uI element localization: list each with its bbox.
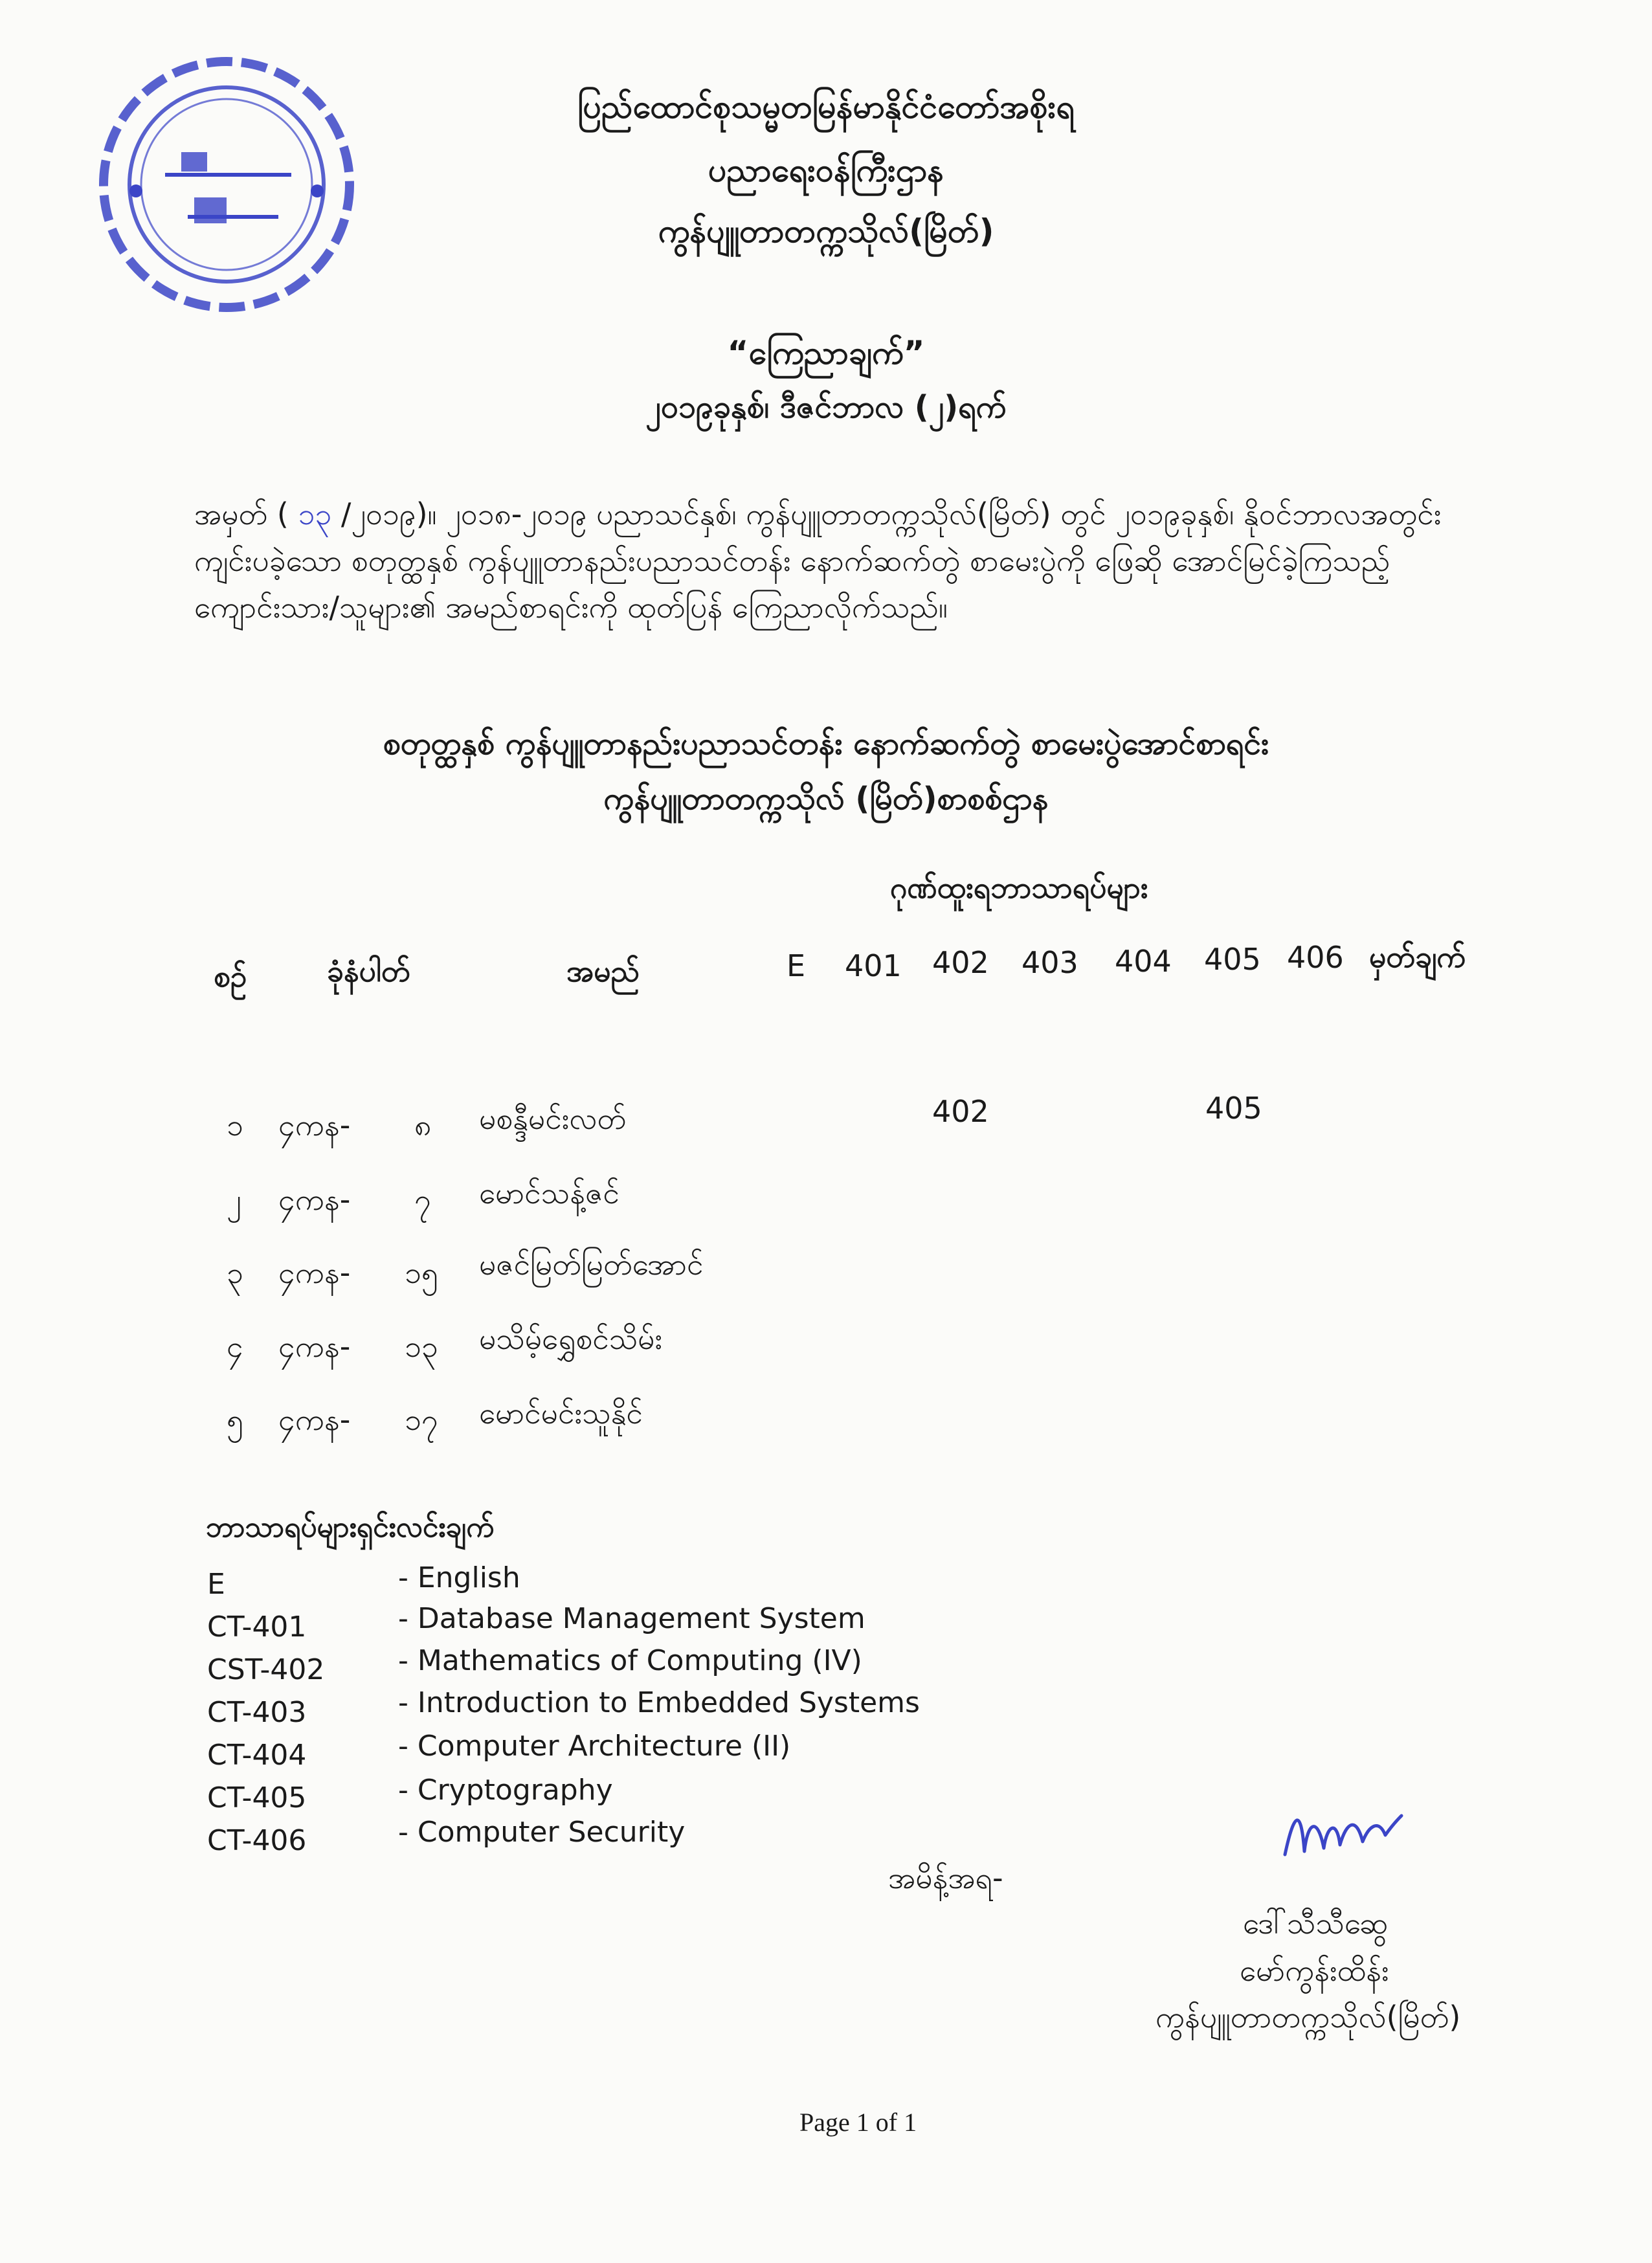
row1-distinction-405: 405 <box>1205 1091 1262 1126</box>
row1-no: ၁ <box>227 1108 243 1143</box>
result-title-line1: စတုတ္ထနှစ် ကွန်ပျူတာနည်းပညာသင်တန်း နောက်ဆက်တွဲ စာမေးပွဲအောင်စာရင်း <box>383 726 1269 762</box>
col-header-403: 403 <box>1021 945 1078 980</box>
col-header-e: E <box>787 948 806 983</box>
order-label: အမိန့်အရ- <box>888 1860 1003 1895</box>
reference-number-handwritten: ၁၃ <box>298 496 332 531</box>
row4-no: ၄ <box>227 1329 243 1364</box>
result-title-line2: ကွန်ပျူတာတက္ကသိုလ် (မြိတ်)စာစစ်ဌာန <box>603 781 1049 817</box>
row5-roll-number: ၁၇ <box>405 1402 438 1437</box>
legend-code-403: CT-403 <box>207 1696 307 1729</box>
handwritten-signature <box>1278 1796 1408 1867</box>
legend-desc-402: - Mathematics of Computing (IV) <box>398 1644 862 1677</box>
distinction-group-header: ဂုဏ်ထူးရဘာသာရပ်များ <box>890 870 1148 905</box>
legend-code-405: CT-405 <box>207 1781 307 1814</box>
header-ministry: ပညာရေးဝန်ကြီးဌာန <box>708 151 944 189</box>
col-header-roll: ခုံနံပါတ် <box>327 953 410 988</box>
row3-no: ၃ <box>227 1255 243 1290</box>
row3-name: မဇင်မြတ်မြတ်အောင် <box>479 1247 704 1282</box>
col-header-405: 405 <box>1204 942 1261 977</box>
paragraph-text: ၂၀၁၈-၂၀၁၉ ပညာသင်နှစ်၊ ကွန်ပျူတာတက္ကသိုလ်(မြိတ်) တွင် ၂၀၁၉ခုနှစ်၊ နိုဝင်ဘာလအတွင်း ကျင်းပခဲ့သော စတုတ္ထနှစ် ကွန်ပျူတာနည်းပညာသင်တန်း နောက်ဆက်တွဲ စာမေးပွဲကို ဖြေဆို အောင်မြင်ခဲ့ကြသည့် ကျောင်းသား/သူများ၏ အမည်စာရင်းကို ထုတ်ပြန် ကြေညာလိုက်သည်။ <box>194 496 1442 625</box>
announcement-title: “ကြေညာချက်” <box>727 334 925 372</box>
announcement-date: ၂၀၁၉ခုနှစ်၊ ဒီဇင်ဘာလ (၂)ရက် <box>645 389 1007 425</box>
legend-desc-403: - Introduction to Embedded Systems <box>398 1686 920 1719</box>
legend-desc-405: - Cryptography <box>398 1774 613 1807</box>
row2-roll-number: ၇ <box>414 1182 431 1217</box>
legend-code-402: CST-402 <box>207 1653 325 1686</box>
col-header-name: အမည် <box>566 953 640 988</box>
legend-code-404: CT-404 <box>207 1739 307 1772</box>
row1-distinction-402: 402 <box>932 1094 989 1129</box>
row2-roll-prefix: ၄ကန- <box>278 1182 351 1217</box>
page-number: Page 1 of 1 <box>799 2108 917 2137</box>
row5-no: ၅ <box>227 1402 243 1437</box>
row5-name: မောင်မင်းသူနိုင် <box>479 1396 643 1431</box>
legend-code-406: CT-406 <box>207 1824 307 1857</box>
reference-suffix: /၂၀၁၉)။ <box>340 496 437 531</box>
row2-no: ၂ <box>227 1182 241 1217</box>
reference-prefix: အမှတ် ( <box>194 496 289 531</box>
legend-code-401: CT-401 <box>207 1611 307 1644</box>
col-header-406: 406 <box>1287 940 1344 975</box>
row1-roll-prefix: ၄ကန- <box>278 1108 351 1143</box>
row2-name: မောင်သန့်ဇင် <box>479 1176 620 1210</box>
header-government: ပြည်ထောင်စုသမ္မတမြန်မာနိုင်ငံတော်အစိုးရ <box>577 88 1075 126</box>
row4-name: မသိမ့်ရွှေစင်သိမ်း <box>479 1321 663 1356</box>
col-header-404: 404 <box>1115 944 1172 979</box>
row3-roll-prefix: ၄ကန- <box>278 1255 351 1290</box>
legend-desc-401: - Database Management System <box>398 1602 865 1635</box>
col-header-remarks: မှတ်ချက် <box>1369 939 1466 974</box>
row1-roll-number: ၈ <box>414 1108 432 1143</box>
legend-code-e: E <box>207 1568 225 1601</box>
row4-roll-number: ၁၃ <box>405 1329 438 1364</box>
row3-roll-number: ၁၅ <box>405 1255 438 1290</box>
col-header-no: စဥ် <box>214 959 247 994</box>
signatory-organization: ကွန်ပျူတာတက္ကသိုလ်(မြိတ်) <box>1155 2000 1461 2034</box>
signatory-title: မော်ကွန်းထိန်း <box>1240 1953 1389 1988</box>
row5-roll-prefix: ၄ကန- <box>278 1402 351 1437</box>
row1-name: မစန္ဒီမင်းလတ် <box>479 1101 627 1136</box>
legend-desc-406: - Computer Security <box>398 1816 686 1849</box>
legend-desc-e: - English <box>398 1561 520 1594</box>
header-university: ကွန်ပျူတာတက္ကသိုလ်(မြိတ်) <box>658 212 994 250</box>
col-header-402: 402 <box>932 945 989 980</box>
legend-title: ဘာသာရပ်များရှင်းလင်းချက် <box>206 1511 495 1544</box>
legend-desc-404: - Computer Architecture (II) <box>398 1730 791 1763</box>
announcement-paragraph <box>194 491 1515 630</box>
col-header-401: 401 <box>845 948 902 983</box>
row4-roll-prefix: ၄ကန- <box>278 1329 351 1364</box>
signatory-name: ဒေါ်သီသီဆွေ <box>1243 1906 1389 1941</box>
